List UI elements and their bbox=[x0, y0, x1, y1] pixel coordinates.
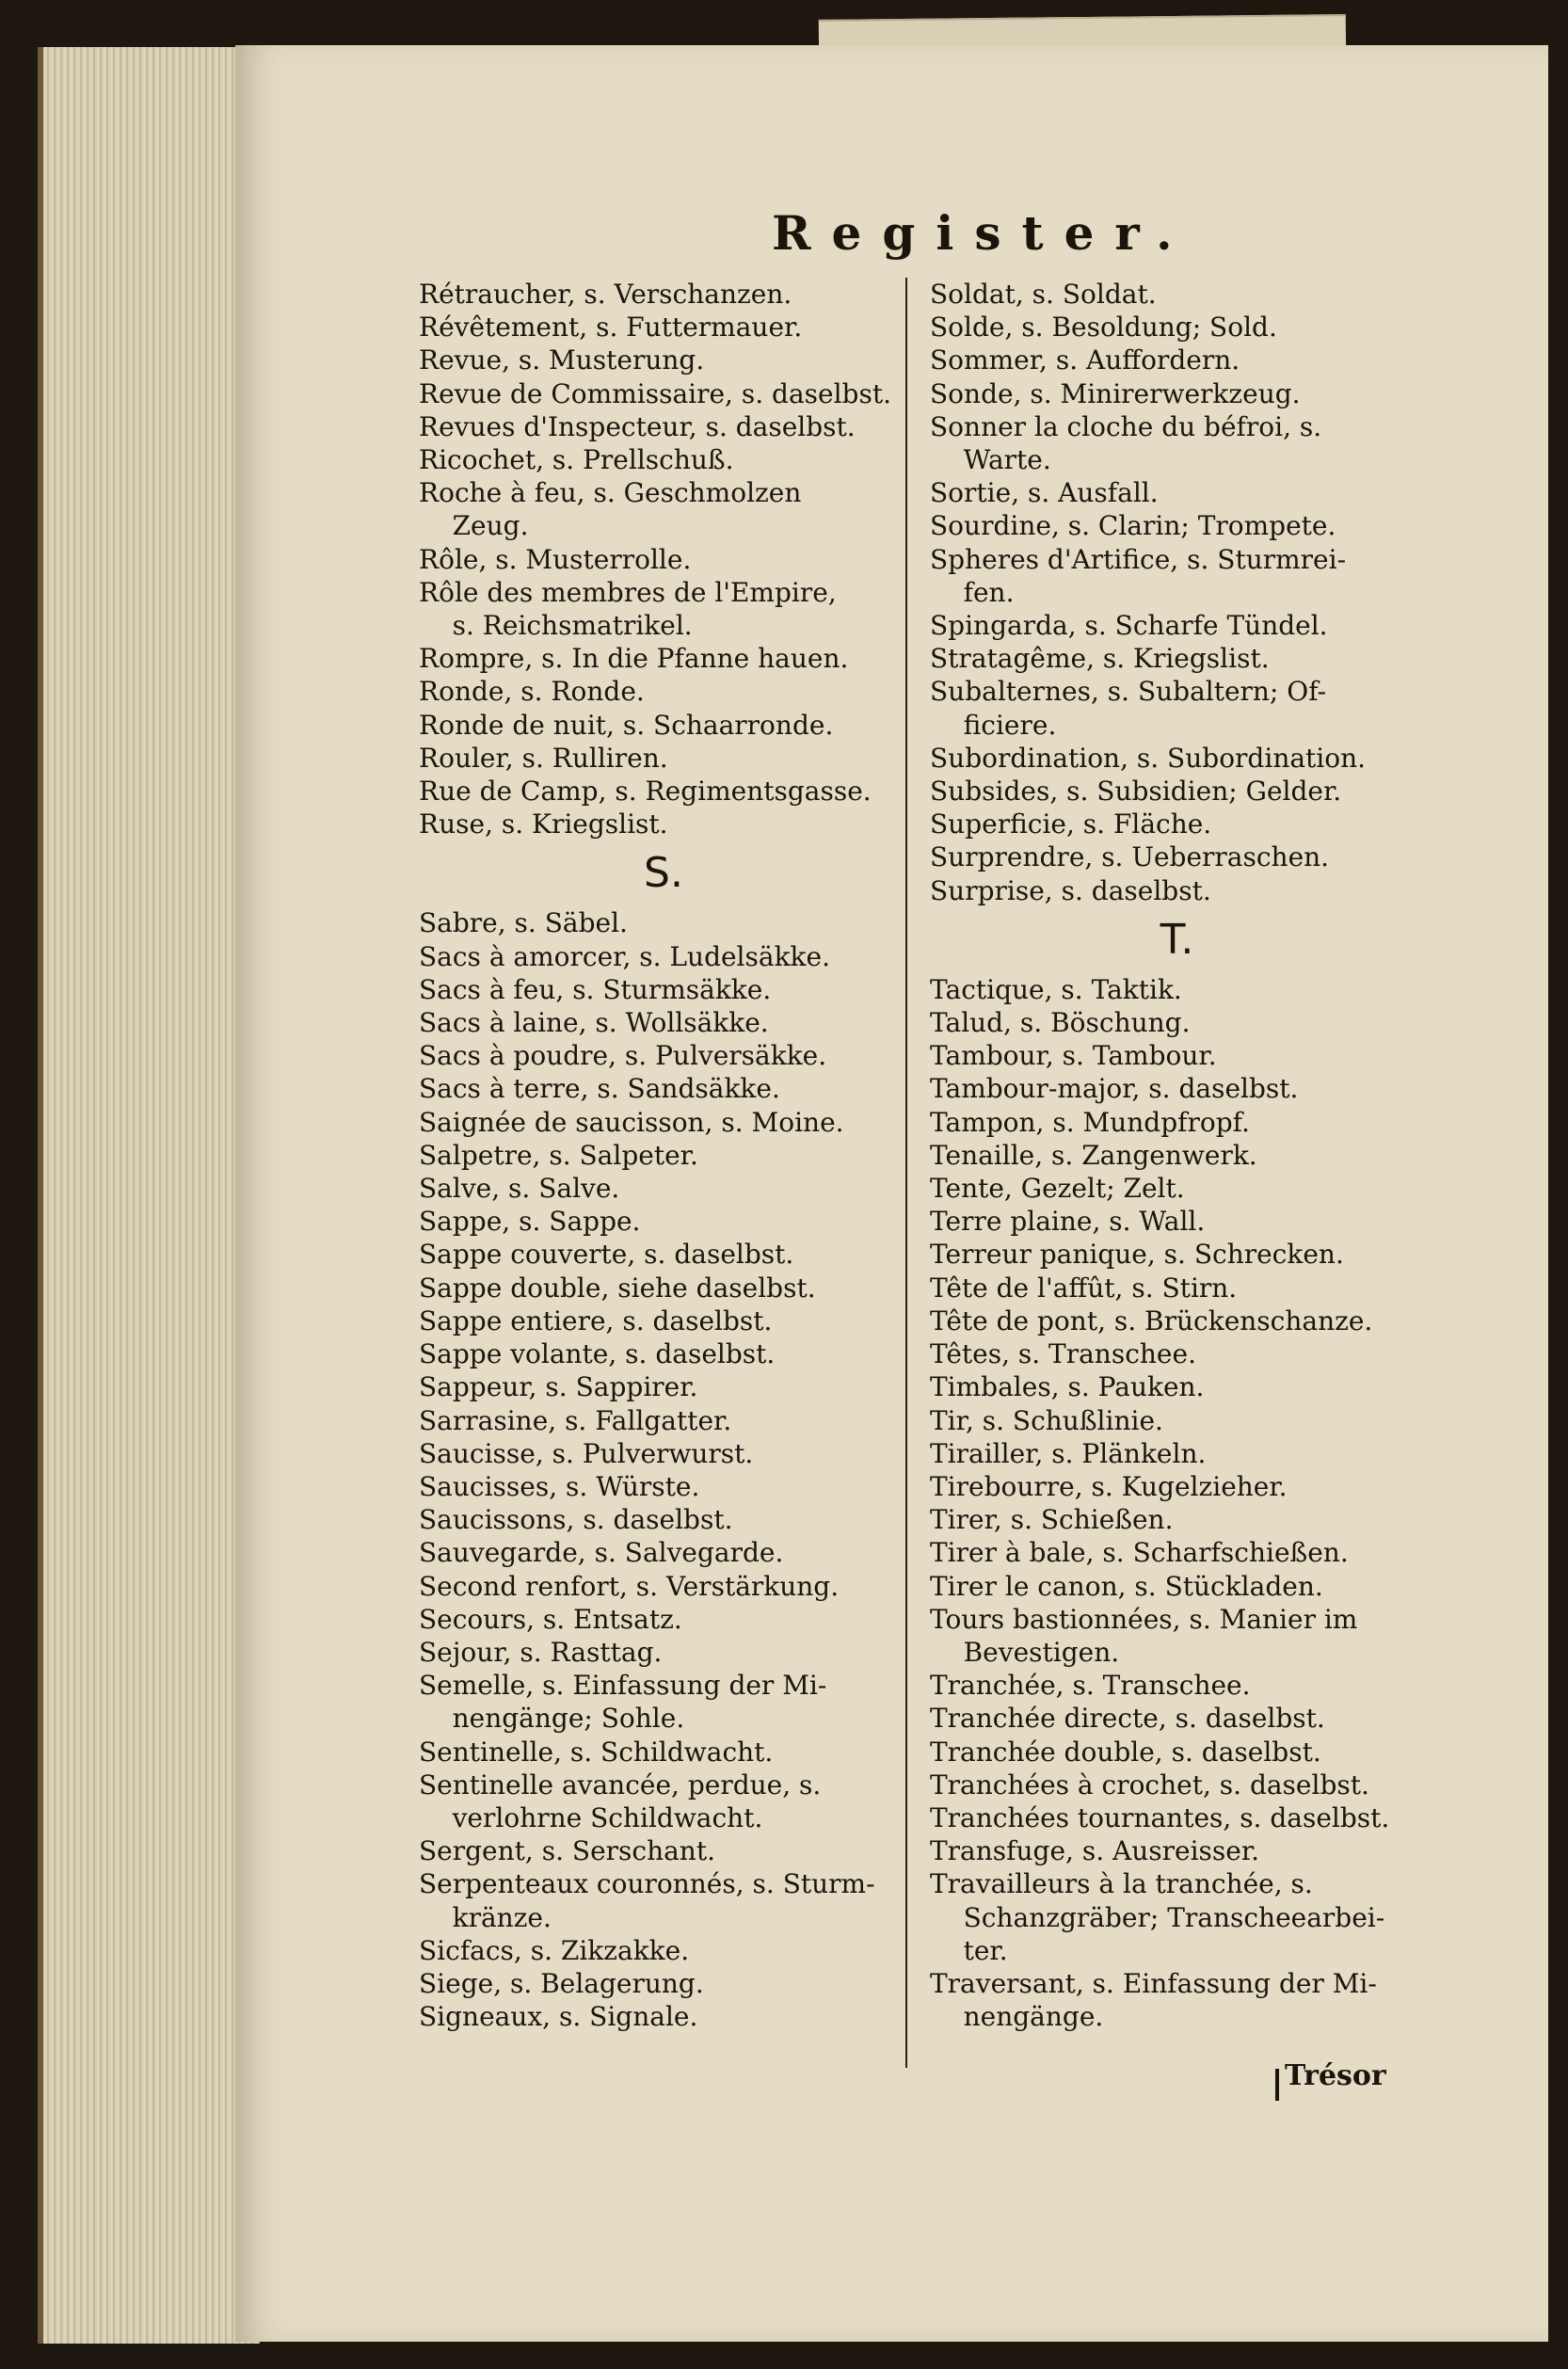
register-entry: Traversant, s. Einfassung der Mi- nengänge. bbox=[930, 1967, 1377, 2033]
register-entry: Tirailler, s. Plänkeln. bbox=[930, 1437, 1207, 1469]
register-entry: Tranchées tournantes, s. daselbst. bbox=[930, 1801, 1390, 1833]
register-entry: Tirebourre, s. Kugelzieher. bbox=[930, 1470, 1288, 1502]
register-entry: Transfuge, s. Ausreisser. bbox=[930, 1835, 1260, 1867]
register-column-right bbox=[930, 278, 1424, 2033]
register-entry: Semelle, s. Einfassung der Mi- nengänge; Sohle. bbox=[419, 1670, 827, 1735]
register-entry: Superficie, s. Fläche. bbox=[930, 808, 1212, 840]
register-entry: Tenaille, s. Zangenwerk. bbox=[930, 1139, 1257, 1171]
register-entry: Roche à feu, s. Geschmolzen Zeug. bbox=[419, 477, 802, 542]
register-entry: Rétraucher, s. Verschanzen. bbox=[419, 279, 792, 310]
register-entry: Sappe volante, s. daselbst. bbox=[419, 1338, 776, 1370]
register-column-left bbox=[419, 278, 908, 2033]
register-entry: Saucisses, s. Würste. bbox=[419, 1470, 700, 1502]
catchword: Trésor bbox=[1285, 2059, 1386, 2092]
page-edges bbox=[38, 47, 260, 2344]
register-entry: Tirer à bale, s. Scharfschießen. bbox=[930, 1537, 1349, 1569]
section-letter: S. bbox=[644, 849, 683, 898]
register-entry: Sergent, s. Serschant. bbox=[419, 1835, 715, 1867]
register-entry: Tranchée, s. Transchee. bbox=[930, 1670, 1251, 1702]
register-entry: Ronde, s. Ronde. bbox=[419, 676, 645, 708]
register-entry: Révêtement, s. Futtermauer. bbox=[419, 312, 803, 344]
register-entry: Second renfort, s. Verstärkung. bbox=[419, 1570, 840, 1602]
register-entry: Sappe, s. Sappe. bbox=[419, 1206, 641, 1238]
register-entry: Subalternes, s. Subaltern; Of- ficiere. bbox=[930, 676, 1327, 741]
register-entry: Tranchée double, s. daselbst. bbox=[930, 1736, 1321, 1768]
page-title: Register. bbox=[772, 205, 1193, 261]
section-letter: T. bbox=[1160, 915, 1194, 964]
register-entry: Sejour, s. Rasttag. bbox=[419, 1636, 663, 1668]
register-entry: Sarrasine, s. Fallgatter. bbox=[419, 1404, 732, 1436]
register-entry: Sonner la cloche du béfroi, s. Warte. bbox=[930, 410, 1322, 476]
register-entry: Talud, s. Böschung. bbox=[930, 1007, 1191, 1039]
register-entry: Tours bastionnées, s. Manier im Bevestigen. bbox=[930, 1603, 1358, 1668]
register-entry: Terre plaine, s. Wall. bbox=[930, 1206, 1206, 1238]
register-entry: Ricochet, s. Prellschuß. bbox=[419, 444, 734, 476]
register-entry: Stratagême, s. Kriegslist. bbox=[930, 643, 1270, 675]
register-entry: Sommer, s. Auffordern. bbox=[930, 344, 1240, 376]
register-entry: Sauvegarde, s. Salvegarde. bbox=[419, 1537, 784, 1569]
register-entry: Rompre, s. In die Pfanne hauen. bbox=[419, 643, 849, 675]
register-entry: Sappeur, s. Sappirer. bbox=[419, 1371, 698, 1403]
register-entry: Travailleurs à la tranchée, s. Schanzgräber; Transcheearbei- ter. bbox=[930, 1868, 1385, 1966]
register-entry: Solde, s. Besoldung; Sold. bbox=[930, 312, 1277, 344]
register-entry: Sappe couverte, s. daselbst. bbox=[419, 1239, 794, 1271]
register-entry: Revue de Commissaire, s. daselbst. bbox=[419, 377, 891, 409]
register-entry: Sonde, s. Minirerwerkzeug. bbox=[930, 377, 1301, 409]
register-entry: Rouler, s. Rulliren. bbox=[419, 742, 668, 774]
register-entry: Spingarda, s. Scharfe Tündel. bbox=[930, 610, 1328, 642]
register-entry: Salve, s. Salve. bbox=[419, 1173, 620, 1205]
register-entry: Saucissons, s. daselbst. bbox=[419, 1504, 733, 1536]
register-entry: Subordination, s. Subordination. bbox=[930, 742, 1367, 774]
register-entry: Surprise, s. daselbst. bbox=[930, 874, 1211, 906]
register-entry: Tactique, s. Taktik. bbox=[930, 973, 1182, 1005]
register-entry: Tambour-major, s. daselbst. bbox=[930, 1073, 1299, 1105]
register-entry: Rôle des membres de l'Empire, s. Reichsmatrikel. bbox=[419, 576, 837, 642]
register-entry: Tranchées à crochet, s. daselbst. bbox=[930, 1769, 1369, 1801]
register-entry: Signeaux, s. Signale. bbox=[419, 2001, 698, 2033]
register-entry: Secours, s. Entsatz. bbox=[419, 1603, 682, 1635]
register-entry: Sentinelle, s. Schildwacht. bbox=[419, 1736, 774, 1768]
register-entry: Saignée de saucisson, s. Moine. bbox=[419, 1106, 844, 1138]
register-entry: Sacs à terre, s. Sandsäkke. bbox=[419, 1073, 780, 1105]
register-entry: Rôle, s. Musterrolle. bbox=[419, 543, 692, 575]
register-entry: Subsides, s. Subsidien; Gelder. bbox=[930, 776, 1342, 808]
register-entry: Rue de Camp, s. Regimentsgasse. bbox=[419, 776, 872, 808]
register-entry: Saucisse, s. Pulverwurst. bbox=[419, 1437, 754, 1469]
register-entry: Revue, s. Musterung. bbox=[419, 344, 705, 376]
register-entry: Sortie, s. Ausfall. bbox=[930, 477, 1159, 509]
catchword-mark bbox=[1275, 2069, 1279, 2101]
register-entry: Salpetre, s. Salpeter. bbox=[419, 1139, 698, 1171]
register-entry: Revues d'Inspecteur, s. daselbst. bbox=[419, 410, 856, 442]
register-entry: Sicfacs, s. Zikzakke. bbox=[419, 1934, 690, 1966]
register-entry: Sacs à poudre, s. Pulversäkke. bbox=[419, 1040, 827, 1072]
register-entry: Tampon, s. Mundpfropf. bbox=[930, 1106, 1250, 1138]
register-entry: Tir, s. Schußlinie. bbox=[930, 1404, 1163, 1436]
register-entry: Siege, s. Belagerung. bbox=[419, 1967, 704, 1999]
register-entry: Tranchée directe, s. daselbst. bbox=[930, 1703, 1325, 1735]
register-entry: Tirer, s. Schießen. bbox=[930, 1504, 1174, 1536]
column-divider bbox=[905, 278, 907, 2068]
register-entry: Sappe entiere, s. daselbst. bbox=[419, 1305, 773, 1337]
register-entry: Sacs à laine, s. Wollsäkke. bbox=[419, 1007, 769, 1039]
register-entry: Sentinelle avancée, perdue, s. verlohrne Schildwacht. bbox=[419, 1769, 822, 1833]
register-entry: Tente, Gezelt; Zelt. bbox=[930, 1173, 1185, 1205]
register-entry: Sourdine, s. Clarin; Trompete. bbox=[930, 510, 1336, 542]
register-entry: Timbales, s. Pauken. bbox=[930, 1371, 1205, 1403]
register-entry: Ronde de nuit, s. Schaarronde. bbox=[419, 709, 834, 741]
register-entry: Serpenteaux couronnés, s. Sturm- kränze. bbox=[419, 1868, 875, 1933]
register-entry: Soldat, s. Soldat. bbox=[930, 279, 1157, 310]
register-entry: Terreur panique, s. Schrecken. bbox=[930, 1239, 1344, 1271]
register-entry: Tête de l'affût, s. Stirn. bbox=[930, 1272, 1238, 1304]
register-entry: Sappe double, siehe daselbst. bbox=[419, 1272, 816, 1304]
register-entry: Tambour, s. Tambour. bbox=[930, 1040, 1217, 1072]
register-entry: Sacs à feu, s. Sturmsäkke. bbox=[419, 973, 772, 1005]
register-entry: Tirer le canon, s. Stückladen. bbox=[930, 1570, 1323, 1602]
register-entry: Spheres d'Artifice, s. Sturmrei- fen. bbox=[930, 543, 1347, 608]
register-entry: Surprendre, s. Ueberraschen. bbox=[930, 841, 1330, 873]
register-entry: Têtes, s. Transchee. bbox=[930, 1338, 1196, 1370]
register-entry: Sabre, s. Säbel. bbox=[419, 907, 628, 939]
register-entry: Tête de pont, s. Brückenschanze. bbox=[930, 1305, 1373, 1337]
register-entry: Ruse, s. Kriegslist. bbox=[419, 808, 668, 840]
register-entry: Sacs à amorcer, s. Ludelsäkke. bbox=[419, 940, 830, 972]
